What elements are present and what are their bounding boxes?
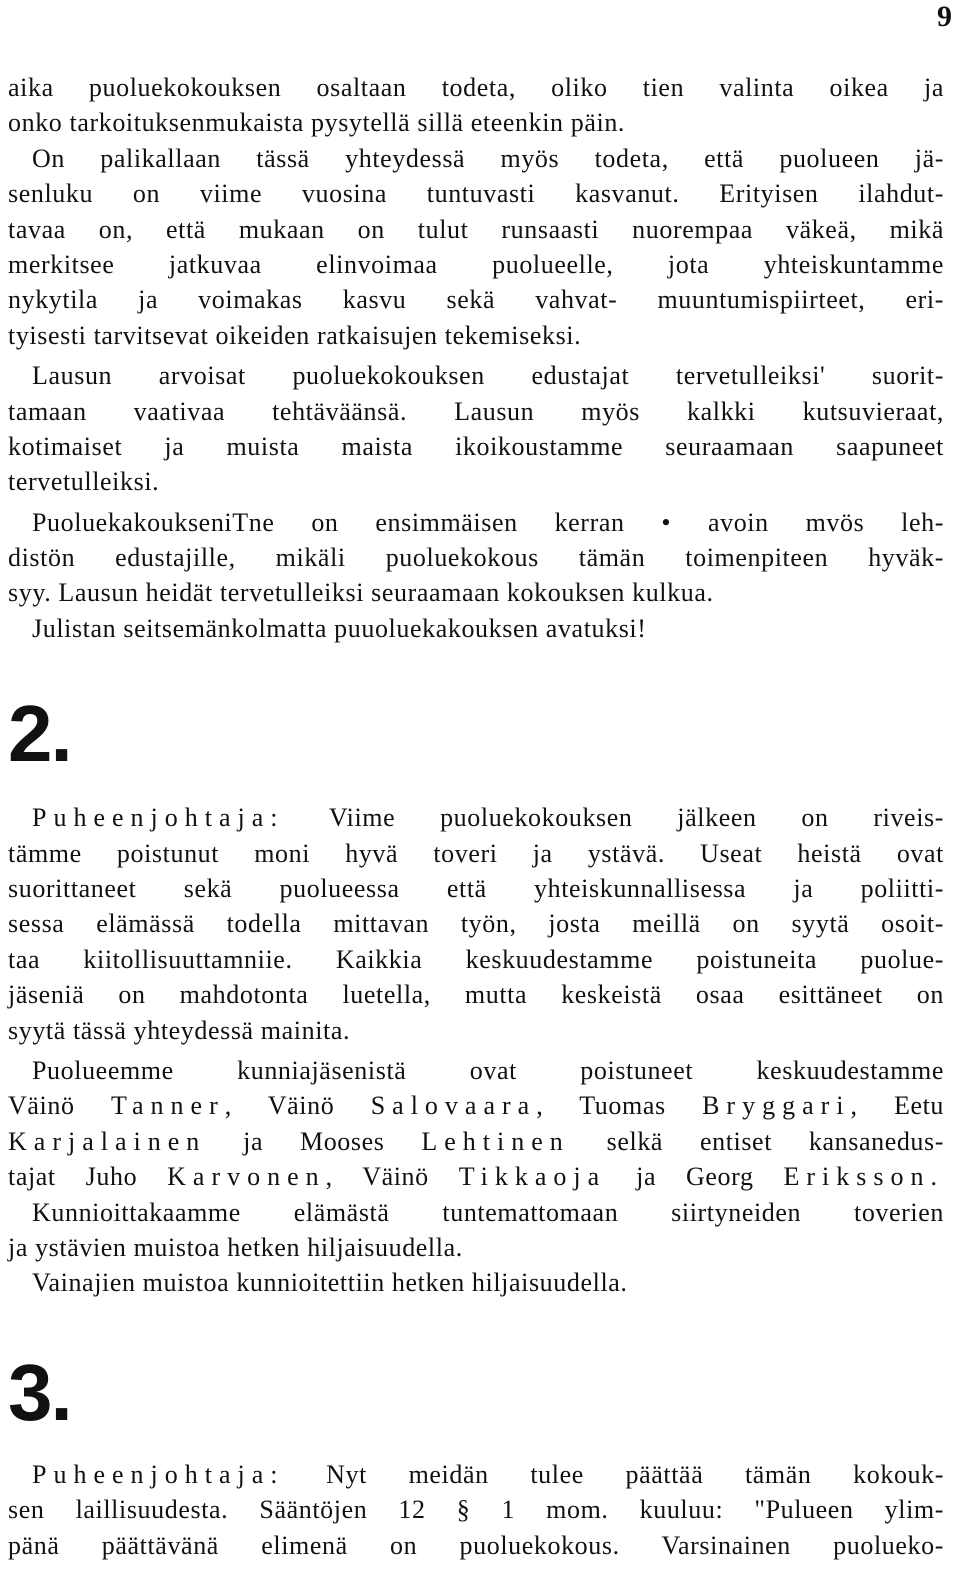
- text-line: tavaa on, että mukaan on tulut runsaasti nuorempaa väkeä, mikä: [8, 214, 944, 244]
- paragraph: [8, 505, 944, 611]
- text-segment: , Tuomas: [536, 1091, 703, 1121]
- paragraph: [8, 70, 944, 141]
- text-line: aika puoluekokouksen osaltaan todeta, oliko tien valinta oikea ja: [8, 73, 944, 102]
- emphasized-name: Karjalainen: [8, 1126, 207, 1156]
- text-line: taa kiitollisuuttamniie. Kaikkia keskuudestamme poistuneita puolue-: [8, 944, 944, 974]
- paragraph: [8, 611, 944, 646]
- text-line: tamaan vaativaa tehtäväänsä. Lausun myös kalkki kutsuvieraat,: [8, 396, 944, 426]
- text-line: syy. Lausun heidät tervetulleiksi seuraamaan kokouksen kulkua.: [8, 578, 714, 608]
- text-line: onko tarkoituksenmukaista pysytellä sillä eteenkin päin.: [8, 108, 626, 138]
- text-segment: , Väinö: [224, 1091, 371, 1121]
- text-line: suorittaneet sekä puolueessa että yhteiskunnallisessa ja poliitti-: [8, 874, 944, 904]
- paragraph: [8, 800, 944, 1048]
- paragraph: [8, 1265, 944, 1300]
- text-line: tyisesti tarvitsevat oikeiden ratkaisujen tekemiseksi.: [8, 320, 582, 350]
- text-line: PuoluekakoukseniTne on ensimmäisen kerran • avoin mvös leh-: [32, 507, 944, 537]
- emphasized-name: Puheenjohtaja:: [32, 803, 285, 833]
- section-number: 3.: [8, 1347, 71, 1437]
- text-line: Lausun arvoisat puoluekokouksen edustajat tervetulleiksi' suorit-: [32, 361, 944, 391]
- text-line: pänä päättävänä elimenä on puoluekokous. Varsinainen puolueko-: [8, 1530, 944, 1560]
- text-line: ja ystävien muistoa hetken hiljaisuudella.: [8, 1232, 463, 1262]
- text-segment: selkä entiset kansanedus-: [569, 1126, 945, 1156]
- text-line: [8, 1124, 944, 1159]
- text-line: sessa elämässä todella mittavan työn, josta meillä on syytä osoit-: [8, 909, 944, 939]
- paragraph: [8, 358, 944, 500]
- text-line: [8, 1088, 944, 1123]
- emphasized-name: Eriksson.: [783, 1162, 944, 1192]
- emphasized-name: Lehtinen: [421, 1126, 570, 1156]
- page-number: 9: [937, 0, 952, 33]
- text-line: senluku on viime vuosina tuntuvasti kasvanut. Erityisen ilahdut-: [8, 179, 944, 209]
- text-segment: tajat Juho: [8, 1162, 168, 1192]
- emphasized-name: Bryggari: [702, 1091, 851, 1121]
- text-line: syytä tässä yhteydessä mainita.: [8, 1015, 351, 1045]
- text-segment: Nyt meidän tulee päättää tämän kokouk-: [284, 1459, 944, 1489]
- text-line: [8, 1159, 944, 1194]
- text-segment: ja Mooses: [206, 1126, 422, 1156]
- text-segment: ja Georg: [606, 1162, 784, 1192]
- paragraph: [8, 1053, 944, 1265]
- text-line: Kunnioittakaamme elämästä tuntemattomaan siirtyneiden toverien: [32, 1197, 944, 1227]
- text-segment: Viime puoluekokouksen jälkeen on riveis-: [284, 803, 944, 833]
- text-segment: , Eetu: [850, 1091, 945, 1121]
- text-line: On palikallaan tässä yhteydessä myös todeta, että puolueen jä-: [32, 143, 944, 173]
- text-line: tervetulleiksi.: [8, 467, 160, 497]
- document-body: [8, 70, 944, 1563]
- emphasized-name: Karvonen: [167, 1162, 326, 1192]
- paragraph: [8, 1457, 944, 1563]
- text-line: kotimaiset ja muista maista ikoikoustamme seuraamaan saapuneet: [8, 431, 944, 461]
- emphasized-name: Salovaara: [370, 1091, 537, 1121]
- emphasized-name: Tanner: [110, 1091, 225, 1121]
- text-line: [8, 800, 944, 835]
- text-line: Vainajien muistoa kunnioitettiin hetken hiljaisuudella.: [32, 1268, 628, 1298]
- text-line: Puolueemme kunniajäsenistä ovat poistuneet keskuudestamme: [32, 1055, 944, 1085]
- section-number: 2.: [8, 689, 71, 779]
- text-line: sen laillisuudesta. Sääntöjen 12 § 1 mom. kuuluu: "Pulueen ylim-: [8, 1495, 944, 1525]
- paragraph: [8, 141, 944, 353]
- text-line: jäseniä on mahdotonta luetella, mutta keskeistä osaa esittäneet on: [8, 980, 944, 1010]
- emphasized-name: Puheenjohtaja:: [32, 1459, 285, 1489]
- text-line: merkitsee jatkuvaa elinvoimaa puolueelle, jota yhteiskuntamme: [8, 249, 944, 279]
- text-line: nykytila ja voimakas kasvu sekä vahvat- muuntumispiirteet, eri-: [8, 285, 944, 315]
- text-line: [8, 1457, 944, 1492]
- text-segment: Väinö: [8, 1091, 111, 1121]
- text-segment: , Väinö: [325, 1162, 459, 1192]
- emphasized-name: Tikkaoja: [458, 1162, 607, 1192]
- text-line: distön edustajille, mikäli puoluekokous tämän toimenpiteen hyväk-: [8, 543, 944, 573]
- text-line: tämme poistunut moni hyvä toveri ja ystävä. Useat heistä ovat: [8, 838, 944, 868]
- text-line: Julistan seitsemänkolmatta puuoluekakouksen avatuksi!: [32, 613, 647, 643]
